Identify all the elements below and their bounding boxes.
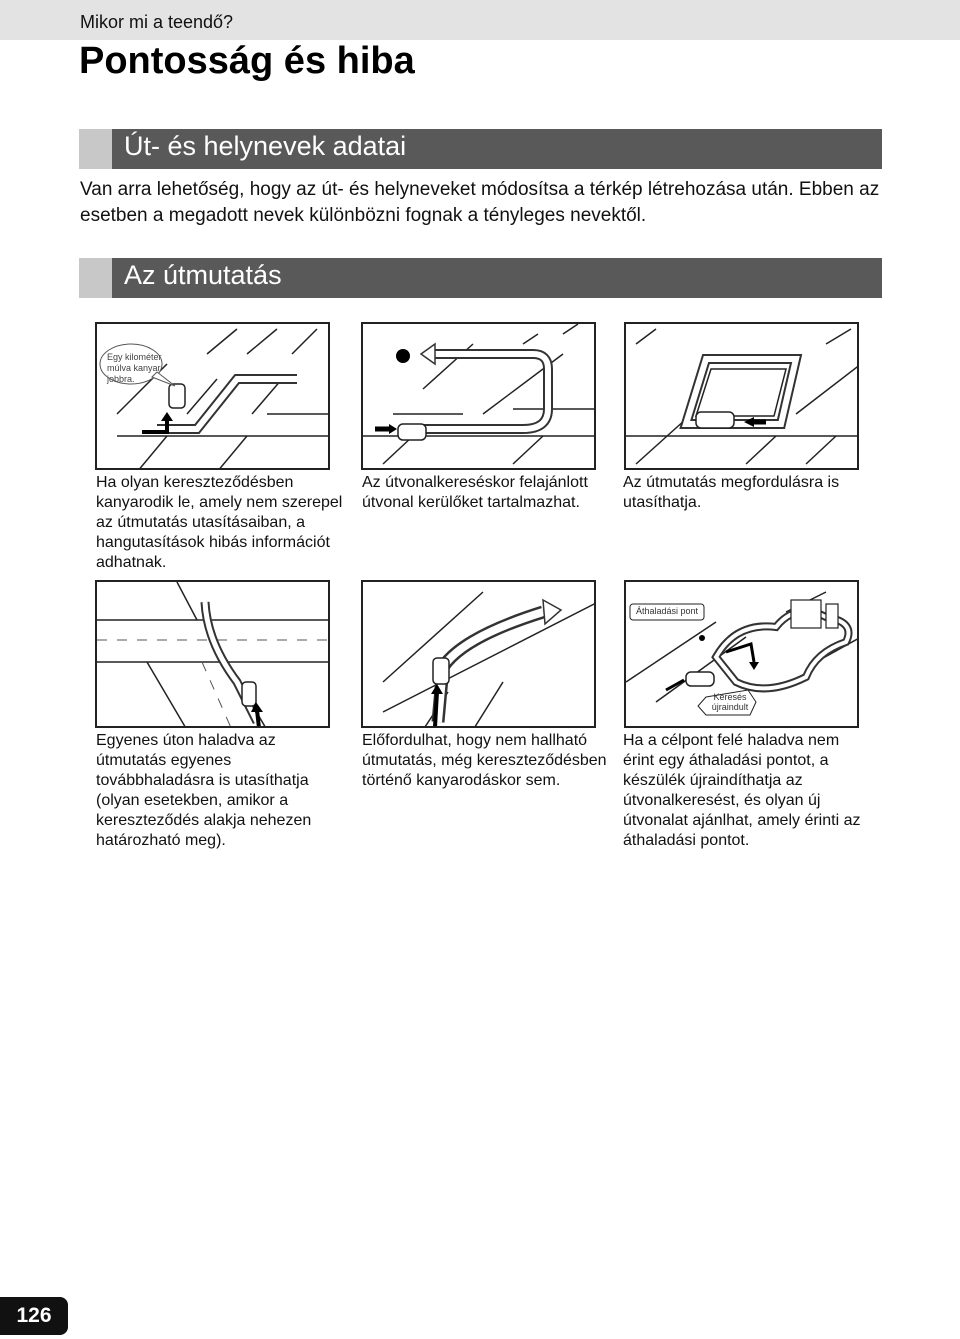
breadcrumb: Mikor mi a teendő? bbox=[80, 12, 234, 32]
figure-caption: Az útmutatás megfordulásra is utasíthatja. bbox=[623, 474, 840, 511]
figure-detour-route bbox=[361, 322, 596, 470]
section-tab bbox=[79, 258, 112, 298]
figure-straight-road bbox=[95, 580, 330, 728]
section-heading-names bbox=[79, 129, 882, 169]
figure-u-turn bbox=[624, 322, 859, 470]
section-heading-label: Az útmutatás bbox=[124, 260, 282, 290]
figure-caption: Az útvonalkereséskor felajánlott útvonal kerülőket tartalmazhat. bbox=[362, 474, 588, 511]
section-tab bbox=[79, 129, 112, 169]
section-heading-guidance bbox=[79, 258, 882, 298]
page-title: Pontosság és hiba bbox=[79, 40, 415, 82]
figure-caption: Egyenes úton haladva az útmutatás egyenes továbbhaladásra is utasíthatja (olyan esetekben, amikor a kereszteződés alakja nehezen határozható meg). bbox=[96, 732, 312, 849]
figure-waypoint-research bbox=[624, 580, 859, 728]
figure-caption: Ha olyan kereszteződésben kanyarodik le, amely nem szerepel az útmutatás utasításaiban, a hangutasítások hibás információt adhatnak. bbox=[96, 474, 343, 571]
figure-caption: Előfordulhat, hogy nem hallható útmutatás, még kereszteződésben történő kanyarodáskor sem. bbox=[362, 732, 607, 789]
waypoint-label: Áthaladási pont bbox=[635, 606, 699, 616]
search-restart-line2: újraindult bbox=[711, 702, 749, 712]
figure-no-guidance bbox=[361, 580, 596, 728]
speech-bubble-text: Egy kilométer múlva kanyar jobbra. bbox=[107, 352, 162, 384]
section-heading-label: Út- és helynevek adatai bbox=[124, 131, 407, 161]
page-number: 126 bbox=[0, 1297, 68, 1335]
figure-turn-voice bbox=[95, 322, 330, 470]
figure-caption: Ha a célpont felé haladva nem érint egy áthaladási pontot, a készülék újraindíthatja az útvonalkeresést, és olyan új útvonalat ajánlhat, amely érinti az áthaladási pontot. bbox=[623, 732, 861, 849]
intro-paragraph: Van arra lehetőség, hogy az út- és helyneveket módosítsa a térkép létrehozása után. Ebben az esetben a megadott nevek különbözni fognak a tényleges nevektől. bbox=[80, 179, 880, 226]
search-restart-label bbox=[702, 692, 758, 712]
search-restart-line1: Keresés bbox=[713, 692, 747, 702]
